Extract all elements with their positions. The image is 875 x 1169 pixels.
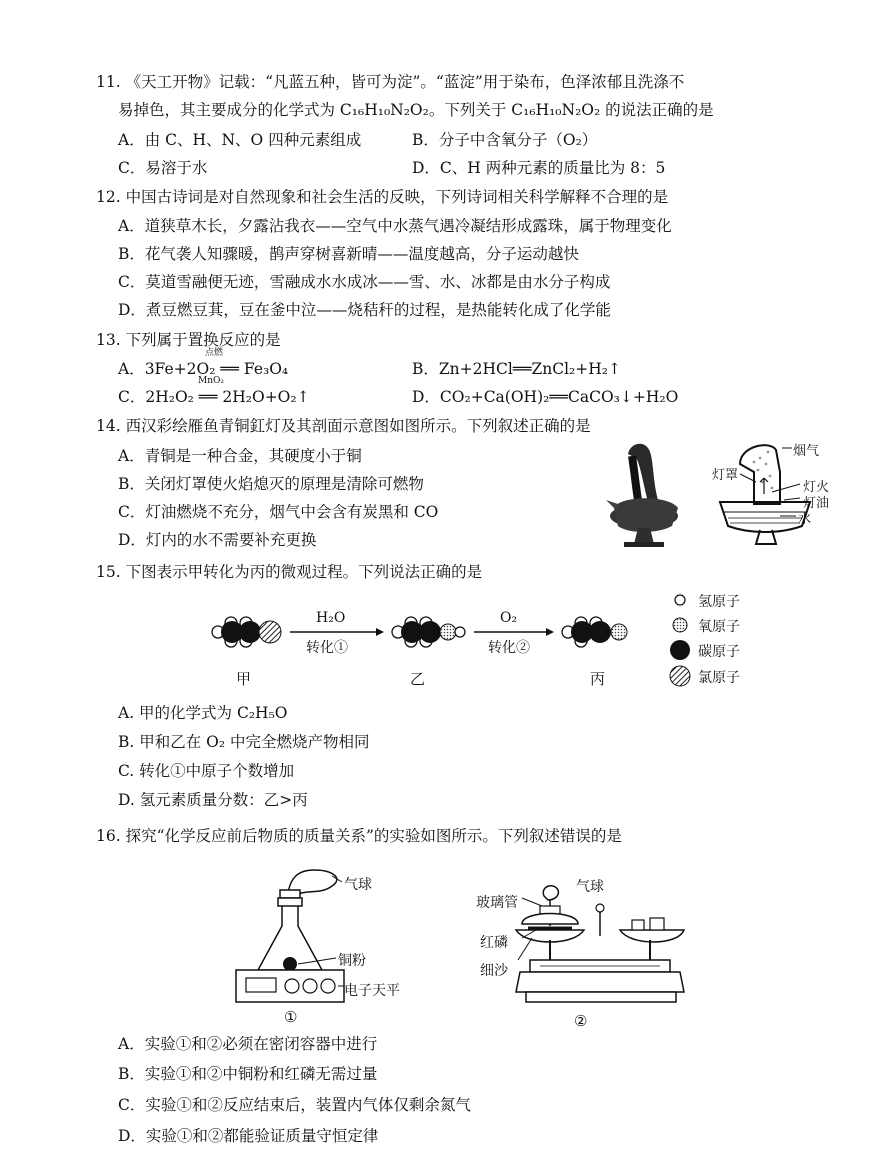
q13-c-condition: MnO₂ [198, 376, 224, 386]
legend-hydrogen: 氢原子 [698, 594, 740, 610]
q13-option-d: D．CO₂+Ca(OH)₂══CaCO₃↓+H₂O [412, 388, 679, 406]
q12-option-b: B．花气袭人知骤暖，鹊声穿树喜新晴——温度越高，分子运动越快 [118, 245, 579, 263]
q12-option-d: D．煮豆燃豆萁，豆在釜中泣——烧秸秆的过程，是热能转化成了化学能 [118, 301, 611, 319]
arrow1-reagent: H₂O [316, 610, 346, 626]
exp2-label-balloon: 气球 [576, 879, 604, 895]
lamp-label-shade: 灯罩 [712, 468, 739, 483]
q11-option-c: C．易溶于水 [118, 159, 208, 177]
q16-option-d: D．实验①和②都能验证质量守恒定律 [118, 1127, 379, 1145]
lamp-label-fire: 灯火 [803, 480, 830, 495]
q13-option-a: A．3Fe+2O₂ ══ Fe₃O₄ [118, 360, 289, 378]
exp2-label-sand: 细沙 [480, 963, 508, 979]
q16-stem: 16. 探究“化学反应前后物质的质量关系”的实验如图所示。下列叙述错误的是 [96, 827, 622, 845]
exp1-label-balloon: 气球 [344, 877, 372, 893]
q14-stem: 14. 西汉彩绘雁鱼青铜釭灯及其剖面示意图如图所示。下列叙述正确的是 [96, 417, 591, 435]
q11-option-b: B．分子中含氧分子（O₂） [412, 131, 598, 149]
arrow1-label: 转化① [306, 640, 348, 656]
arrow2-label: 转化② [488, 640, 530, 656]
q14-option-c: C．灯油燃烧不充分，烟气中会含有炭黑和 CO [118, 503, 439, 521]
exp1-label-copper: 铜粉 [338, 953, 366, 969]
q14-option-d: D．灯内的水不需要补充更换 [118, 531, 317, 549]
exp2-label-tube: 玻璃管 [476, 895, 518, 911]
q11-option-a: A．由 C、H、N、O 四种元素组成 [118, 131, 362, 149]
q15-option-a: A. 甲的化学式为 C₂H₅O [118, 704, 288, 722]
q13-a-condition: 点燃 [205, 348, 224, 358]
arrow2-reagent: O₂ [500, 610, 518, 626]
atom-legend [664, 588, 694, 692]
exp2-number: ② [574, 1012, 588, 1030]
q13-option-b: B．Zn+2HCl══ZnCl₂+H₂↑ [412, 360, 621, 378]
lamp-cross-section-diagram [710, 438, 860, 548]
q12-stem: 12. 中国古诗词是对自然现象和社会生活的反映，下列诗词相关科学解释不合理的是 [96, 188, 669, 206]
lamp-label-smoke: 烟气 [793, 444, 820, 459]
q15-stem: 15. 下图表示甲转化为丙的微观过程。下列说法正确的是 [96, 563, 483, 581]
q11-stem-line2: 易掉色，其主要成分的化学式为 C₁₆H₁₀N₂O₂。下列关于 C₁₆H₁₀N₂O₂ 的说法正确的是 [118, 101, 714, 119]
q12-option-a: A．道狭草木长，夕露沾我衣——空气中水蒸气遇冷凝结形成露珠，属于物理变化 [118, 217, 672, 235]
q16-option-a: A．实验①和②必须在密闭容器中进行 [118, 1035, 378, 1053]
q11-option-d: D．C、H 两种元素的质量比为 8：5 [412, 159, 666, 177]
exp1-label-scale: 电子天平 [344, 983, 400, 999]
experiment1-diagram [228, 860, 358, 1010]
q12-option-c: C．莫道雪融便无迹，雪融成水水成冰——雪、水、冰都是由水分子构成 [118, 273, 611, 291]
legend-oxygen: 氧原子 [698, 619, 740, 635]
lamp-label-oil: 灯油 [803, 496, 830, 511]
q15-option-d: D. 氢元素质量分数：乙>丙 [118, 791, 308, 809]
q11-stem-line1: 11. 《天工开物》记载：“凡蓝五种，皆可为淀”。“蓝淀”用于染布，色泽浓郁且洗涤不 [96, 73, 685, 91]
legend-chlorine: 氯原子 [698, 670, 740, 686]
molecule-transformation-diagram [200, 598, 660, 668]
legend-carbon: 碳原子 [698, 644, 740, 660]
molecule-yi [392, 617, 465, 647]
exp2-label-phosphorus: 红磷 [480, 935, 508, 951]
molecule-bing [562, 617, 627, 647]
q16-option-c: C．实验①和②反应结束后，装置内气体仅剩余氮气 [118, 1096, 471, 1114]
molecule-jia [212, 617, 281, 647]
q15-option-c: C. 转化①中原子个数增加 [118, 762, 295, 780]
bronze-lamp-image [598, 438, 690, 550]
q16-option-b: B．实验①和②中铜粉和红磷无需过量 [118, 1065, 378, 1083]
molecule-name-yi: 乙 [410, 670, 426, 688]
q13-stem: 13. 下列属于置换反应的是 [96, 331, 281, 349]
molecule-name-jia: 甲 [236, 670, 252, 688]
exp1-number: ① [284, 1008, 298, 1026]
q15-option-b: B. 甲和乙在 O₂ 中完全燃烧产物相同 [118, 733, 370, 751]
q14-option-b: B．关闭灯罩使火焰熄灭的原理是清除可燃物 [118, 475, 424, 493]
molecule-name-bing: 丙 [590, 670, 606, 688]
q14-option-a: A．青铜是一种合金，其硬度小于铜 [118, 447, 362, 465]
lamp-label-water: 水 [798, 512, 812, 527]
q13-option-c: C．2H₂O₂ ══ 2H₂O+O₂↑ [118, 388, 310, 406]
